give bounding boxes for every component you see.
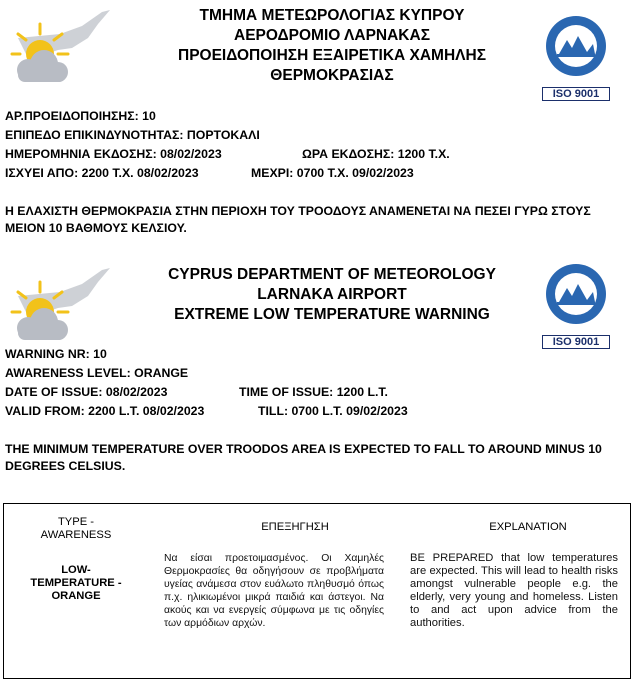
- english-header: [130, 265, 534, 325]
- greek-header-line3: ΠΡΟΕΙΔΟΠΟΙΗΣΗ ΕΞΑΙΡΕΤΙΚΑ ΧΑΜΗΛΗΣ: [178, 47, 486, 64]
- table-header-row: [4, 504, 630, 548]
- greek-header-line4: ΘΕΡΜΟΚΡΑΣΙΑΣ: [270, 67, 394, 84]
- english-valid-from: VALID FROM: 2200 L.T. 08/02/2023: [5, 404, 205, 418]
- greek-warning-number: ΑΡ.ΠΡΟΕΙΔΟΠΟΙΗΣΗΣ: 10: [5, 109, 156, 123]
- english-info-block: [5, 345, 408, 421]
- greek-issue-time: ΩΡΑ ΕΚΔΟΣΗΣ: 1200 Τ.Χ.: [302, 147, 450, 161]
- greek-header-line2: ΑΕΡΟΔΡΟΜΙΟ ΛΑΡΝΑΚΑΣ: [234, 27, 430, 44]
- awareness-explanation-table: [3, 503, 631, 679]
- english-warning-number: WARNING NR: 10: [5, 347, 107, 361]
- english-header-line1: CYPRUS DEPARTMENT OF METEOROLOGY: [168, 266, 496, 283]
- greek-awareness-level: ΕΠΙΠΕΔΟ ΕΠΙΚΙΝΔΥΝΟΤΗΤΑΣ: ΠΟΡΤΟΚΑΛΙ: [5, 128, 260, 142]
- header-english-explanation: EXPLANATION: [489, 521, 567, 533]
- certification-seal-icon: [535, 262, 617, 334]
- iso-9001-label: ISO 9001: [542, 87, 610, 101]
- greek-valid-till: ΜΕΧΡΙ: 0700 Τ.Χ. 09/02/2023: [251, 166, 414, 180]
- english-awareness-level: AWARENESS LEVEL: ORANGE: [5, 366, 189, 380]
- iso-9001-label: ISO 9001: [542, 335, 610, 349]
- english-header-line2: LARNAKA AIRPORT: [257, 286, 407, 303]
- greek-issue-date: ΗΜΕΡΟΜΗΝΙΑ ΕΚΔΟΣΗΣ: 08/02/2023: [5, 147, 222, 161]
- greek-warning-message: Η ΕΛΑΧΙΣΤΗ ΘΕΡΜΟΚΡΑΣΙΑ ΣΤΗΝ ΠΕΡΙΟΧΗ ΤΟΥ ΤΡΟΟΔΟΥΣ ΑΝΑΜΕΝΕΤΑΙ ΝΑ ΠΕΣΕΙ ΓΥΡΩ ΣΤΟΥΣ ΜΕΙΟΝ 10 ΒΑΘΜΟΥΣ ΚΕΛΣΙΟΥ.: [5, 204, 591, 235]
- greek-explanation-cell: Να είσαι προετοιμασμένος. Οι Χαμηλές Θερμοκρασίες θα οδηγήσουν σε προβλήματα υγείας ανάμεσα στον ευάλωτο πληθυσμό όπως π.χ. ηλικιωμένοι μικρά παιδιά και άστεγοι. Να ακούς και να ενεργείς σύμφωνα με τις οδηγίες των αρμόδιων αρχών.: [164, 553, 384, 629]
- english-warning-message: THE MINIMUM TEMPERATURE OVER TROODOS AREA IS EXPECTED TO FALL TO AROUND MINUS 10 DEGREES CELSIUS.: [5, 442, 602, 473]
- certification-seal-icon: [535, 14, 617, 86]
- table-row: [4, 548, 630, 678]
- english-issue-date: DATE OF ISSUE: 08/02/2023: [5, 385, 168, 399]
- header-type-awareness: TYPE - AWARENESS: [40, 516, 112, 541]
- greek-valid-from: ΙΣΧΥΕΙ ΑΠΟ: 2200 Τ.Χ. 08/02/2023: [5, 166, 199, 180]
- header-greek-explanation: ΕΠΕΞΗΓΗΣΗ: [261, 521, 329, 533]
- greek-header: [130, 6, 534, 86]
- english-header-line3: EXTREME LOW TEMPERATURE WARNING: [174, 306, 490, 323]
- english-issue-time: TIME OF ISSUE: 1200 L.T.: [239, 385, 388, 399]
- greek-info-block: [5, 107, 450, 183]
- greek-header-line1: ΤΜΗΜΑ ΜΕΤΕΩΡΟΛΟΓΙΑΣ ΚΥΠΡΟΥ: [199, 7, 465, 24]
- weather-logo-icon: [0, 262, 125, 357]
- iso-certification-logo: [535, 262, 617, 346]
- english-explanation-cell: BE PREPARED that low temperatures are expected. This will lead to health risks amongst vulnerable people e.g. the elderly, very young and homeless. Listen to and act upon advice from the authorities.: [410, 552, 618, 629]
- iso-certification-logo: [535, 14, 617, 98]
- weather-logo-icon: [0, 4, 125, 99]
- english-valid-till: TILL: 0700 L.T. 09/02/2023: [258, 404, 408, 418]
- awareness-level-cell: LOW-TEMPERATURE - ORANGE: [30, 564, 122, 602]
